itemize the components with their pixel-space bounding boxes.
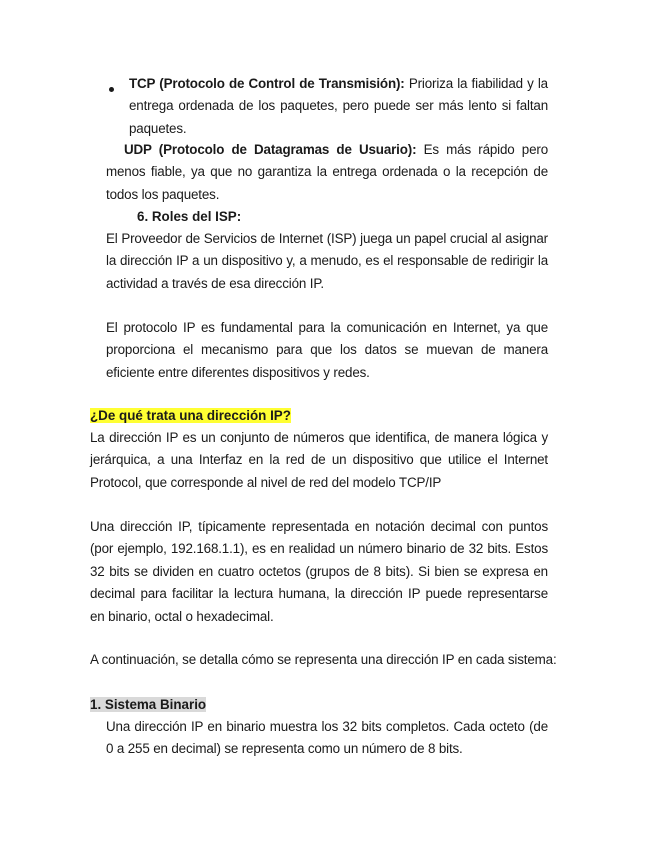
tcp-text: Prioriza la fiabilidad y la entrega ordenada de los paquetes, pero puede ser más lento si faltan paquetes. <box>129 76 548 136</box>
binary-heading-text: 1. Sistema Binario <box>90 697 207 712</box>
binary-heading <box>90 694 206 716</box>
tcp-paragraph <box>129 73 548 140</box>
continuation-paragraph: A continuación, se detalla cómo se representa una dirección IP en cada sistema: <box>90 652 557 667</box>
ip-heading-text: ¿De qué trata una dirección IP? <box>90 408 291 423</box>
roles-heading: 6. Roles del ISP: <box>137 209 242 224</box>
bullet-icon <box>109 87 114 92</box>
ip-representation-paragraph: Una dirección IP, típicamente representada en notación decimal con puntos (por ejemplo, 192.168.1.1), es en realidad un número binario de 32 bits. Estos 32 bits se dividen en cuatro octetos (grupos de 8 bits). Si bien se expresa en decimal para facilitar la lectura humana, la dirección IP puede representarse en binario, octal o hexadecimal. <box>90 519 548 624</box>
binary-paragraph: Una dirección IP en binario muestra los 32 bits completos. Cada octeto (de 0 a 255 en decimal) se representa como un número de 8 bits. <box>106 719 548 757</box>
udp-term: UDP (Protocolo de Datagramas de Usuario): <box>124 142 417 157</box>
ip-heading <box>90 405 291 427</box>
tcp-term: TCP (Protocolo de Control de Transmisión): <box>129 76 405 91</box>
udp-paragraph <box>106 139 548 206</box>
udp-text: Es más rápido pero menos fiable, ya que no garantiza la entrega ordenada o la recepción de todos los paquetes. <box>106 142 549 202</box>
roles-paragraph: El Proveedor de Servicios de Internet (ISP) juega un papel crucial al asignar la dirección IP a un dispositivo y, a menudo, es el responsable de redirigir la actividad a través de esa dirección IP. <box>106 231 548 291</box>
ip-definition-paragraph: La dirección IP es un conjunto de números que identifica, de manera lógica y jerárquica, a una Interfaz en la red de un dispositivo que utilice el Internet Protocol, que corresponde al nivel de red del modelo TCP/IP <box>90 430 548 490</box>
protocol-paragraph: El protocolo IP es fundamental para la comunicación en Internet, ya que proporciona el mecanismo para que los datos se muevan de manera eficiente entre diferentes dispositivos y redes. <box>106 320 548 380</box>
